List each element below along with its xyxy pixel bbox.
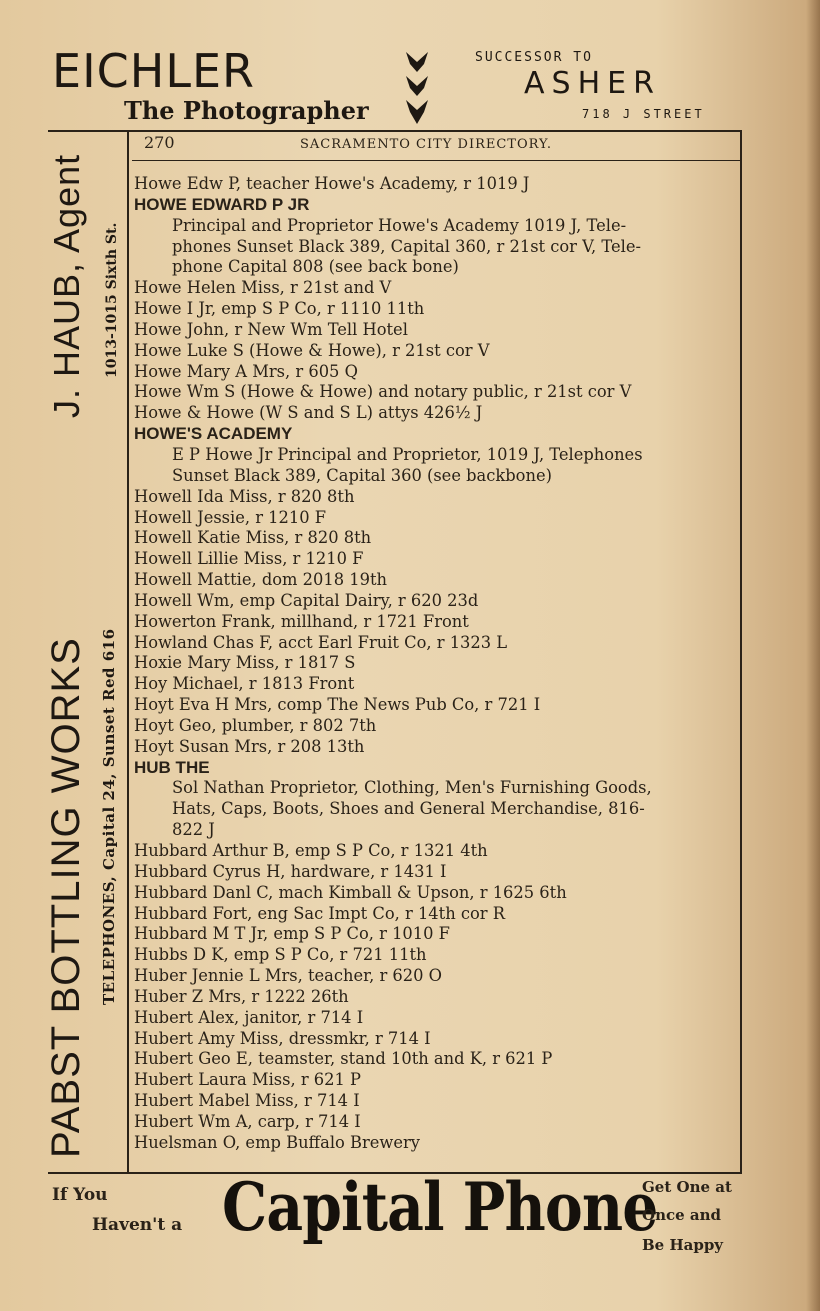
directory-entry: Huber Jennie L Mrs, teacher, r 620 O [134,966,443,986]
directory-entry: Howell Ida Miss, r 820 8th [134,486,355,506]
directory-entry: Hats, Caps, Boots, Shoes and General Merchandise, 816- [172,799,645,819]
directory-entry: Howland Chas F, acct Earl Fruit Co, r 1323 L [134,632,508,652]
footer-left-line2: Haven't a [92,1215,183,1235]
header-asher-title: ASHER [524,66,661,101]
directory-entry: Hoyt Susan Mrs, r 208 13th [134,736,365,756]
frame-top-line [48,130,742,132]
directory-entry: Huelsman O, emp Buffalo Brewery [134,1132,420,1152]
directory-entry: Howe Mary A Mrs, r 605 Q [134,361,358,381]
header-successor-label: SUCCESSOR TO [475,50,593,65]
directory-entry: Hubbard Danl C, mach Kimball & Upson, r 1625 6th [134,882,567,902]
directory-entry: Hoxie Mary Miss, r 1817 S [134,653,356,673]
side-ad-pabst: PABST BOTTLING WORKS [44,637,88,1158]
directory-entry: Hubbard Arthur B, emp S P Co, r 1321 4th [134,841,488,860]
running-title: SACRAMENTO CITY DIRECTORY. [300,137,553,152]
directory-entry: Hoyt Geo, plumber, r 802 7th [134,715,377,735]
header-ornament-icon [402,50,432,126]
directory-entry: Hoyt Eva H Mrs, comp The News Pub Co, r 721 I [134,695,541,715]
directory-entry: Howe Wm S (Howe & Howe) and notary public, r 21st cor V [134,382,632,402]
directory-entry: Hubert Laura Miss, r 621 P [134,1070,362,1090]
directory-entry: Howe Luke S (Howe & Howe), r 21st cor V [134,340,490,360]
page-edge-shadow [806,0,820,1311]
directory-entry: Hubert Wm A, carp, r 714 I [134,1111,361,1131]
directory-entry: Howe Edw P, teacher Howe's Academy, r 1019 J [134,174,530,193]
side-ad-agent: J. HAUB, Agent [46,153,87,418]
footer-left-line1: If You [52,1185,108,1205]
directory-entry: Howe & Howe (W S and S L) attys 426½ J [134,403,483,423]
side-ad-address: 1013-1015 Sixth St. [104,222,120,378]
directory-heading: HOWE'S ACADEMY [134,424,293,444]
directory-entry: Howerton Frank, millhand, r 1721 Front [134,611,469,631]
directory-entry: Howell Jessie, r 1210 F [134,507,327,527]
directory-entry: Sol Nathan Proprietor, Clothing, Men's Furnishing Goods, [172,778,652,798]
header-photographer-subtitle: The Photographer [124,96,369,125]
directory-heading: HUB THE [134,757,210,777]
directory-heading: HOWE EDWARD P JR [134,194,310,214]
frame-header-rule [132,160,742,161]
directory-entry: Howe Helen Miss, r 21st and V [134,278,392,298]
footer-right-line1: Get One at [642,1178,732,1196]
directory-entry: Hubbs D K, emp S P Co, r 721 11th [134,945,427,965]
directory-entry: E P Howe Jr Principal and Proprietor, 1019 J, Telephones [172,444,643,464]
directory-entries [134,174,744,1154]
footer-right-line2: Once and [642,1206,721,1224]
footer-capital-phone: Capital Phone [222,1168,658,1246]
directory-entry: Howell Katie Miss, r 820 8th [134,528,372,548]
directory-entry: Hubert Mabel Miss, r 714 I [134,1091,360,1111]
directory-entry: Howe I Jr, emp S P Co, r 1110 11th [134,299,425,319]
directory-entry: Principal and Proprietor Howe's Academy 1019 J, Tele- [172,215,627,235]
directory-entry: phones Sunset Black 389, Capital 360, r 21st cor V, Tele- [172,236,641,256]
directory-entry: Hubbard Fort, eng Sac Impt Co, r 14th cor R [134,903,506,923]
page-number: 270 [144,133,175,152]
directory-entry: phone Capital 808 (see back bone) [172,257,459,277]
directory-entry: Howe John, r New Wm Tell Hotel [134,319,408,339]
directory-entry: Hubbard Cyrus H, hardware, r 1431 I [134,861,447,881]
directory-entry: Howell Mattie, dom 2018 19th [134,570,388,590]
footer-right-line3: Be Happy [642,1236,724,1254]
directory-entry: Hubert Geo E, teamster, stand 10th and K, r 621 P [134,1049,553,1069]
directory-entry: Hubert Alex, janitor, r 714 I [134,1007,364,1027]
frame-left-divider [127,130,129,1174]
directory-entry: Hubbard M T Jr, emp S P Co, r 1010 F [134,924,450,944]
directory-entry: Hubert Amy Miss, dressmkr, r 714 I [134,1028,431,1048]
side-ad-telephones: TELEPHONES, Capital 24, Sunset Red 616 [100,628,118,1005]
header-eichler-title: EICHLER [52,44,255,98]
directory-entry: Sunset Black 389, Capital 360 (see backbone) [172,465,552,485]
header-street-address: 718 J STREET [582,107,705,121]
directory-entry: Howell Wm, emp Capital Dairy, r 620 23d [134,590,479,610]
directory-entry: Howell Lillie Miss, r 1210 F [134,549,364,569]
directory-entry: Hoy Michael, r 1813 Front [134,674,355,694]
directory-entry: 822 J [172,820,215,840]
directory-entry: Huber Z Mrs, r 1222 26th [134,986,349,1006]
